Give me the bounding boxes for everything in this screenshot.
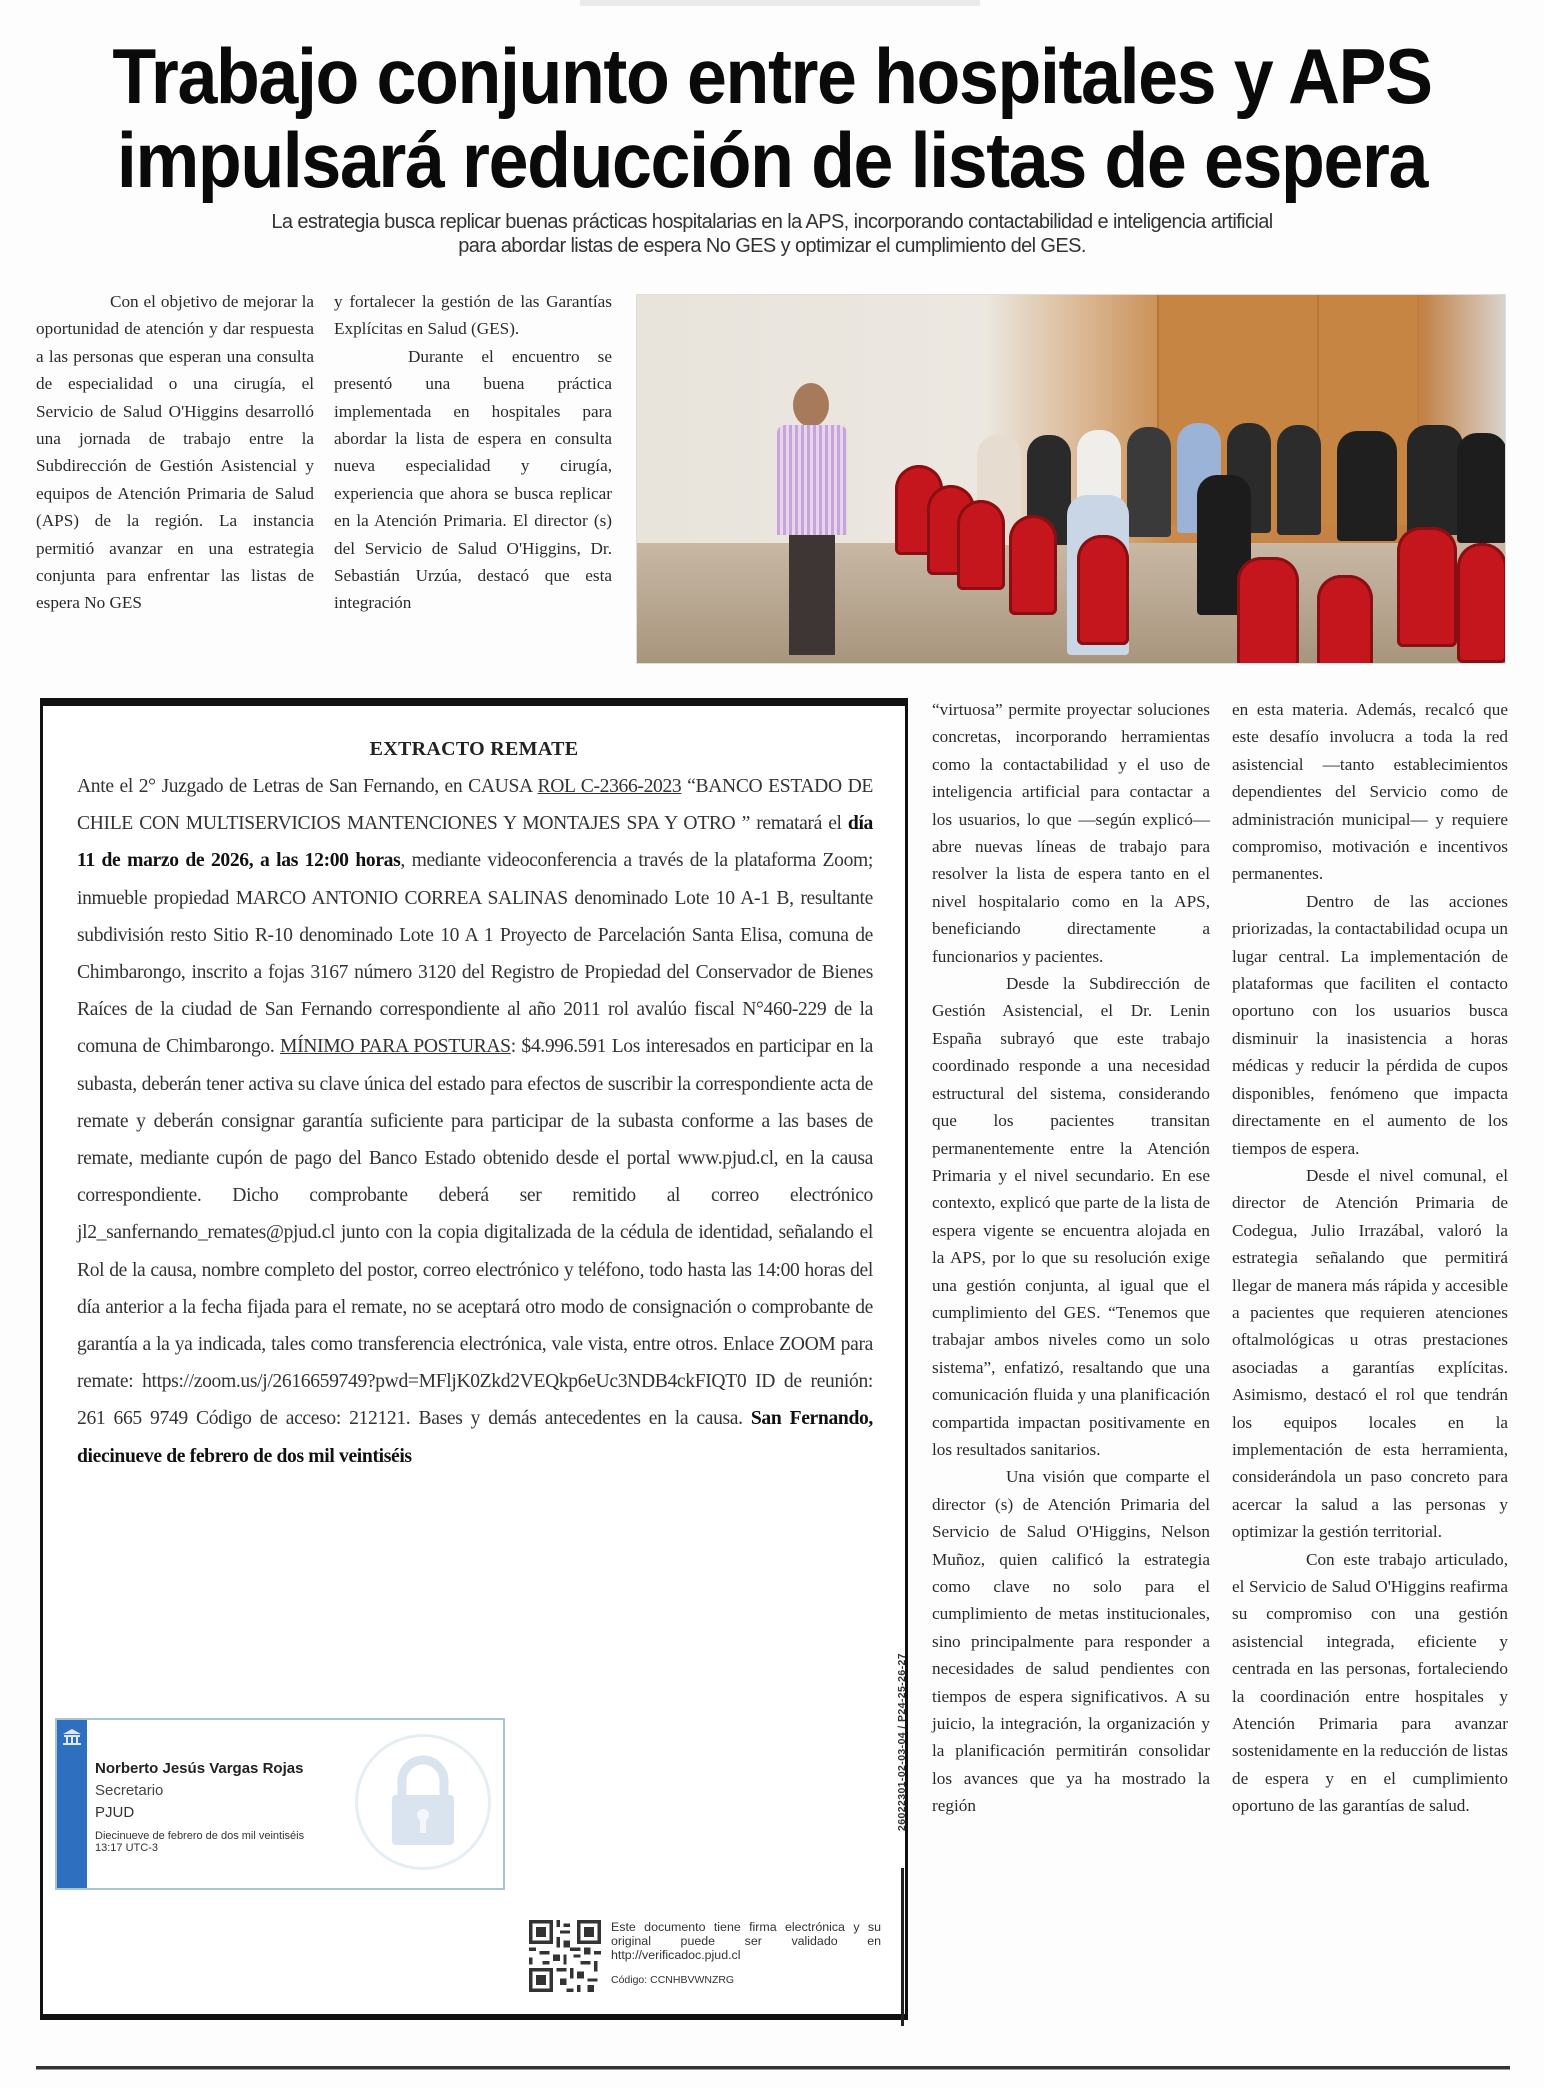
speaker-figure [777, 383, 847, 655]
red-chair [1317, 575, 1373, 664]
paragraph: Desde el nivel comunal, el director de Atención Primaria de Codegua, Julio Irrazábal, valoró la estrategia señalando que permitirá llegar de manera más rápida y accesible a pacientes que requieren atenciones oftalmológicas u otras prestaciones asociadas a garantías explícitas. Asimismo, destacó el rol que tendrán los equipos locales en la implementación de esta herramienta, considerándola un paso concreto para acercar la salud a las personas y optimizar la gestión territorial. [1232, 1165, 1508, 1542]
electronic-signature-card [55, 1718, 505, 1890]
paragraph: Con el objetivo de mejorar la oportunidad de atención y dar respuesta a las personas que esperan una consulta de especialidad o una cirugía, el Servicio de Salud O'Higgins desarrolló una jornada de trabajo entre la Subdirección de Gestión Asistencial y equipos de Atención Primaria de Salud (APS) de la región. La instancia permitió avanzar en una estrategia conjunta para enfrentar las listas de espera No GES [36, 292, 314, 613]
verification-text: Este documento tiene firma electrónica y su original puede ser validado en http://verificadoc.pjud.cl [611, 1920, 881, 1962]
article-subtitle [150, 210, 1394, 258]
article-headline [99, 34, 1446, 202]
page-bottom-rule [36, 2066, 1510, 2070]
audience-person [1457, 433, 1506, 543]
margin-rule [901, 1868, 904, 2026]
legal-notice-body: Ante el 2° Juzgado de Letras de San Fernando, en CAUSA ROL C-2366-2023 “BANCO ESTADO DE CHILE CON MULTISERVICIOS MANTENCIONES Y MONTAJES SPA Y OTRO ” rematará el día 11 de marzo de 2026, a las 12:00 horas, mediante videoconferencia a través de la plataforma Zoom; inmueble propiedad MARCO ANTONIO CORREA SALINAS denominado Lote 10 A-1 B, resultante subdivisión resto Sitio R-10 denominado Lote 10 A 1 Proyecto de Parcelación Santa Elisa, comuna de Chimbarongo, inscrito a fojas 3167 número 3120 del Registro de Propiedad del Conservador de Bienes Raíces de la ciudad de San Fernando correspondiente al año 2011 rol avalúo fiscal N°460-229 de la comuna de Chimbarongo. MÍNIMO PARA POSTURAS: $4.996.591 Los interesados en participar en la subasta, deberán tener activa su clave única del estado para efectos de suscribir la correspondiente acta de remate y deberán consignar garantía suficiente para participar de la subasta conforme a las bases de remate, mediante cupón de pago del Banco Estado obtenido desde el portal www.pjud.cl, en la causa correspondiente. Dicho comprobante deberá ser remitido al correo electrónico jl2_sanfernando_remates@pjud.cl junto con la copia digitalizada de la cédula de identidad, señalando el Rol de la causa, nombre completo del postor, correo electrónico y teléfono, todo hasta las 14:00 horas del día anterior a la fecha fijada para el remate, no se aceptará otro modo de consignación o comprobante de garantía a la ya indicada, tales como transferencia electrónica, vale vista, entre otros. Enlace ZOOM para remate: https://zoom.us/j/2616659749?pwd=MFljK0Zkd2VEQkp6eUc3NDB4ckFIQT0 ID de reunión: 261 665 9749 Código de acceso: 212121. Bases y demás antecedentes en la causa. San Fernando, diecinueve de febrero de dos mil veintiséis [77, 776, 874, 1467]
paragraph: en esta materia. Además, recalcó que este desafío involucra a toda la red asistencial —tanto establecimientos dependientes del Servicio como de administración municipal— y requiere compromiso, motivación e incentivos permanentes. [1232, 700, 1508, 884]
red-chair [957, 500, 1005, 590]
paragraph: Dentro de las acciones priorizadas, la contactabilidad ocupa un lugar central. La implementación de plataformas que faciliten el contacto oportuno con los usuarios busca disminuir la inasistencia a horas médicas y reducir la pérdida de cupos disponibles, fenómeno que impacta directamente en el aumento de los tiempos de espera. [1232, 891, 1508, 1158]
subtitle-line-1: La estrategia busca replicar buenas prácticas hospitalarias en la APS, incorporando contactabilidad e inteligencia artificial [271, 211, 1273, 233]
paragraph: Desde la Subdirección de Gestión Asistencial, el Dr. Lenin España subrayó que este trabajo coordinado responde a una necesidad estructural del sistema, considerando que los pacientes transitan permanentemente entre la Atención Primaria y el nivel secundario. En ese contexto, explicó que parte de la lista de espera vigente se encuentra alojada en la APS, por lo que su resolución exige una gestión conjunta, al igual que el cumplimiento del GES. “Tenemos que trabajar ambos niveles como un solo sistema”, enfatizó, resaltando que una comunicación fluida y una planificación compartida impactan positivamente en los resultados sanitarios. [932, 974, 1210, 1459]
article-photo [636, 294, 1506, 664]
article-column-2 [334, 288, 612, 617]
red-chair [1077, 535, 1129, 645]
verification-code: Código: CCNHBVWNZRG [611, 1974, 735, 1986]
signer-name: Norberto Jesús Vargas Rojas [95, 1760, 304, 1777]
page-top-strip [580, 0, 980, 6]
margin-print-code: 26022301-02-03-04 / P24-25-26-27 [896, 1653, 908, 1832]
paragraph: Una visión que comparte el director (s) de Atención Primaria del Servicio de Salud O'Higgins, Nelson Muñoz, quien calificó la estrategia como clave no solo para el cumplimiento de metas institucionales, sino principalmente para responder a necesidades de salud pendientes con tiempos de espera significativos. A su juicio, la integración, la organización y la planificación permitirán consolidar los avances que ya ha mostrado la región [932, 1467, 1210, 1816]
audience-person [1277, 425, 1321, 535]
case-rol: ROL C-2366-2023 [537, 776, 682, 797]
article-column-1 [36, 288, 314, 617]
minimum-bid-label: MÍNIMO PARA POSTURAS [280, 1036, 511, 1058]
red-chair [1457, 543, 1506, 663]
signer-role: Secretario [95, 1782, 164, 1799]
paragraph: “virtuosa” permite proyectar soluciones concretas, incorporando herramientas como la contactabilidad y el uso de inteligencia artificial para contactar a los usuarios, lo que —según explicó— abre nuevas líneas de trabajo para resolver la lista de espera tanto en el nivel hospitalario como en la APS, beneficiando directamente a funcionarios y pacientes. [932, 700, 1210, 966]
article-column-3 [932, 696, 1210, 1820]
lock-watermark [355, 1734, 491, 1870]
verification-block [529, 1916, 889, 1996]
signer-org: PJUD [95, 1804, 135, 1821]
red-chair [1009, 515, 1057, 615]
paragraph: Durante el encuentro se presentó una buena práctica implementada en hospitales para abordar la lista de espera en consulta nueva especialidad y cirugía, experiencia que ahora se busca replicar en la Atención Primaria. El director (s) del Servicio de Salud O'Higgins, Dr. Sebastián Urzúa, destacó que esta integración [334, 346, 612, 613]
audience-person [1127, 427, 1171, 537]
red-chair [1397, 527, 1457, 647]
red-chair [1237, 557, 1299, 664]
subtitle-line-2: para abordar listas de espera No GES y optimizar el cumplimiento del GES. [458, 235, 1086, 257]
signature-date: Diecinueve de febrero de dos mil veintiséis 13:17 UTC-3 [95, 1830, 305, 1854]
auction-date: día 11 de marzo de 2026, a las 12:00 horas [77, 813, 873, 872]
audience-person [1407, 425, 1463, 535]
paragraph: y fortalecer la gestión de las Garantías Explícitas en Salud (GES). [334, 292, 612, 339]
audience-person [1337, 431, 1397, 541]
qr-code-icon[interactable] [529, 1920, 601, 1992]
paragraph: Con este trabajo articulado, el Servicio de Salud O'Higgins reafirma su compromiso con una gestión asistencial integrada, eficiente y centrada en las personas, fortaleciendo la coordinación entre hospitales y Atención Primaria para avanzar sostenidamente en la reducción de listas de espera y en el cumplimiento oportuno de las garantías de salud. [1232, 1549, 1508, 1816]
lock-icon [358, 1737, 488, 1867]
legal-notice-box [40, 698, 908, 2020]
article-column-4 [1232, 696, 1508, 1820]
courthouse-icon [62, 1728, 82, 1746]
notice-closing: San Fernando, diecinueve de febrero de dos mil veintiséis [77, 1408, 873, 1467]
legal-notice-title: EXTRACTO REMATE [369, 738, 579, 760]
headline-line-1: Trabajo conjunto entre hospitales y APS [112, 32, 1432, 120]
headline-line-2: impulsará reducción de listas de espera [116, 116, 1428, 204]
